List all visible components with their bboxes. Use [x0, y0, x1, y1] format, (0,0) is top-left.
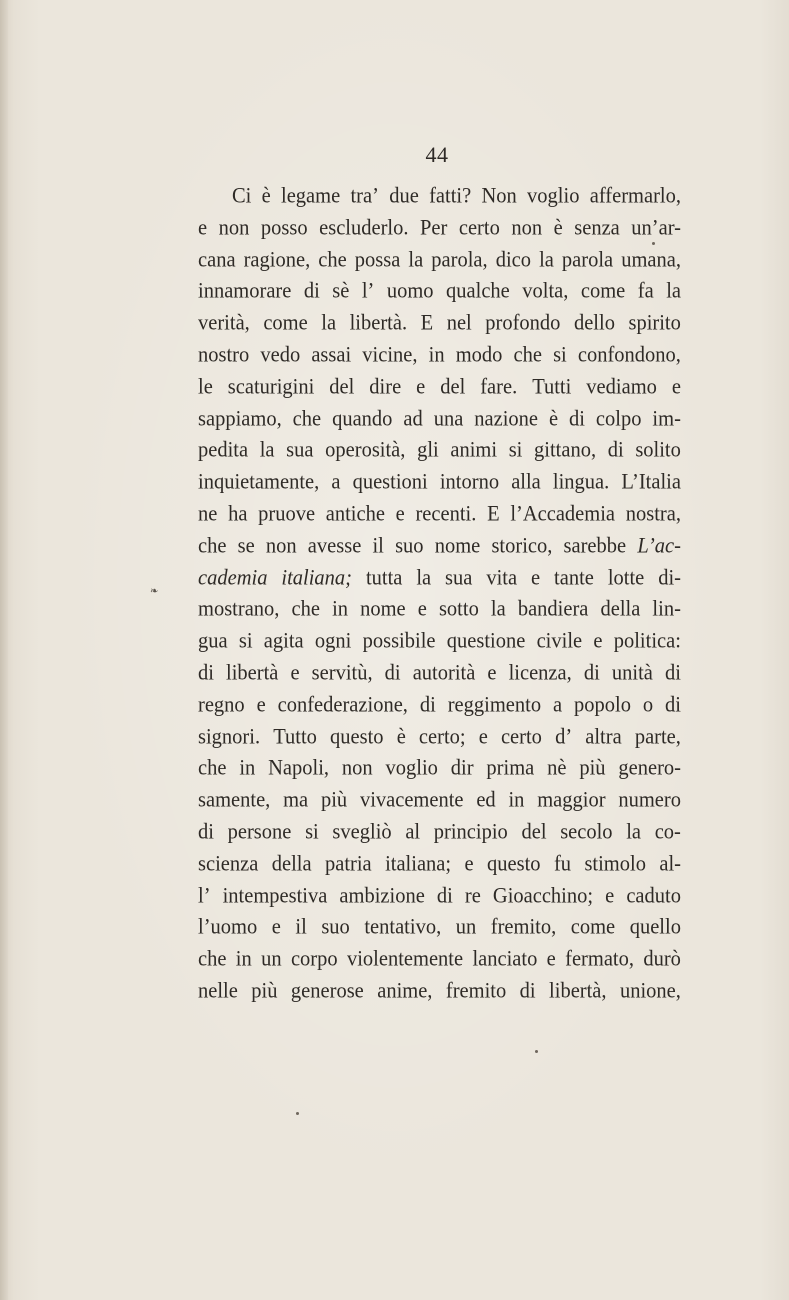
word: fermato, — [565, 947, 634, 971]
word: confederazione, — [277, 692, 408, 717]
word: storico, — [491, 533, 553, 558]
text-line — [198, 243, 681, 277]
word: gli — [417, 438, 439, 463]
word: a — [552, 692, 563, 717]
word: inquietamente, — [198, 470, 320, 494]
text-line — [198, 975, 681, 1009]
text-line — [198, 593, 681, 627]
word: si — [553, 343, 567, 367]
word: e — [671, 374, 681, 399]
word: l’Accademia — [510, 502, 616, 526]
word: bandiera — [517, 597, 589, 622]
word: che — [318, 247, 347, 272]
word: sua — [286, 438, 314, 463]
text-line — [198, 212, 681, 246]
word: qualche — [446, 279, 510, 304]
word: scienza — [198, 851, 259, 876]
word: volta, — [522, 279, 569, 304]
word: Ci — [232, 184, 252, 208]
word: avesse — [307, 533, 362, 558]
word: sappiamo, — [198, 406, 282, 431]
word: nome — [434, 533, 481, 558]
word: suo — [395, 533, 424, 558]
text-line — [198, 752, 681, 786]
word: E — [420, 311, 434, 335]
word: del — [329, 374, 355, 399]
word: im- — [652, 406, 681, 431]
text-line — [198, 720, 681, 754]
word: possa — [354, 247, 401, 272]
word: altra — [585, 724, 622, 749]
word: la — [626, 819, 642, 844]
word: ambizione — [339, 883, 425, 908]
word: posso — [260, 215, 308, 240]
page-binding-edge — [0, 0, 8, 1300]
word: generose — [290, 978, 364, 1003]
word: al- — [659, 851, 681, 876]
word: operosità, — [325, 438, 406, 463]
word: samente, — [198, 788, 271, 812]
word: dico — [495, 247, 531, 272]
word: come — [580, 279, 626, 304]
word: corpo — [290, 947, 338, 971]
word: legame — [281, 184, 341, 208]
word: e — [290, 661, 300, 685]
word: è — [396, 724, 406, 749]
word: del — [440, 374, 466, 399]
word: fremito, — [490, 915, 557, 940]
text-line — [198, 688, 681, 722]
word: svegliò — [332, 819, 392, 844]
text-line — [198, 784, 681, 818]
word: in — [428, 343, 445, 367]
text-line — [198, 402, 681, 436]
word: intorno — [439, 470, 500, 494]
word: o — [642, 692, 654, 717]
word: fremito — [445, 978, 507, 1003]
word: agita — [263, 629, 304, 653]
word: colpo — [595, 406, 642, 431]
word: un — [455, 915, 477, 940]
word: voglio — [385, 756, 438, 781]
word: e — [416, 374, 426, 399]
word: verità, — [198, 311, 250, 335]
word: non — [341, 756, 373, 781]
word: in — [332, 597, 349, 622]
word: nostro — [198, 343, 250, 367]
word: questioni — [352, 470, 428, 494]
word: uomo — [386, 279, 434, 304]
word: vedo — [260, 343, 301, 367]
word: in — [508, 788, 525, 812]
word: sotto — [438, 597, 479, 622]
word: certo — [458, 215, 500, 240]
word: violentemente — [346, 947, 464, 971]
word: ne — [198, 502, 218, 526]
text-line — [198, 371, 681, 405]
word: persone — [227, 819, 292, 844]
word: certo; — [418, 724, 466, 749]
word: maggior — [537, 788, 606, 812]
word: la — [416, 565, 432, 590]
word: quello — [629, 915, 681, 940]
word: pruove — [258, 502, 316, 526]
word: scaturigini — [227, 374, 315, 399]
word: Tutti — [532, 374, 572, 399]
word: come — [570, 915, 616, 940]
word: la — [539, 247, 554, 272]
word: profondo — [485, 311, 561, 335]
word: signori. — [198, 724, 261, 749]
word: prima — [486, 756, 535, 781]
word: e — [546, 947, 556, 971]
word: E — [487, 502, 500, 526]
word: principio — [433, 819, 508, 844]
word: la — [321, 311, 337, 335]
word: e — [531, 565, 541, 590]
word: dir — [450, 756, 474, 781]
word: L’Italia — [621, 470, 681, 494]
word: due — [389, 184, 419, 208]
word: lin- — [652, 597, 681, 622]
word: antiche — [325, 502, 385, 526]
word: autorità — [412, 661, 476, 685]
text-line — [198, 943, 681, 977]
word: co- — [654, 819, 681, 844]
word: parola — [561, 247, 614, 272]
word: sè — [332, 279, 350, 304]
word: Tutto — [273, 724, 317, 749]
word: numero — [618, 788, 681, 812]
word: di — [569, 406, 585, 431]
ink-speck — [535, 1050, 538, 1053]
word: reggimento — [447, 692, 542, 717]
word: di — [665, 692, 681, 717]
word: di — [198, 661, 214, 685]
word: alla — [511, 470, 541, 494]
word: ma — [283, 788, 309, 812]
word: certo — [500, 724, 542, 749]
word: fa — [637, 279, 654, 304]
word: un’ar- — [631, 215, 681, 240]
word: ogni — [314, 629, 352, 653]
page-number: 44 — [425, 142, 449, 167]
word: la — [490, 597, 506, 622]
word: Gioacchino; — [492, 883, 594, 908]
word: tra’ — [350, 184, 379, 208]
word: fare. — [480, 374, 518, 399]
word: tante — [554, 565, 594, 590]
word: ragione, — [243, 247, 311, 272]
word: è — [548, 406, 559, 431]
text-line — [198, 847, 681, 881]
word: popolo — [574, 692, 631, 717]
word: lanciato — [472, 947, 538, 971]
text-line — [198, 657, 681, 691]
word: e — [605, 883, 615, 908]
word: non — [218, 215, 250, 240]
word: d’ — [555, 724, 573, 749]
word: si — [238, 629, 253, 653]
word: di- — [658, 565, 681, 590]
word: di — [607, 438, 624, 463]
word: di — [519, 978, 536, 1003]
word: quando — [332, 406, 393, 431]
word: caduto — [626, 883, 681, 908]
text-line — [198, 466, 681, 500]
word: non — [511, 215, 543, 240]
word: e — [271, 915, 281, 940]
word: genero- — [618, 756, 681, 781]
word: umana, — [621, 247, 681, 272]
word: le — [198, 374, 213, 399]
text-line — [198, 625, 681, 659]
word: come — [263, 311, 308, 335]
word: nome — [360, 597, 406, 622]
word: fatti? — [429, 184, 472, 208]
word: di — [198, 819, 214, 844]
word: sua — [445, 565, 473, 590]
word: dire — [369, 374, 402, 399]
word: di — [303, 279, 320, 304]
word: dello — [573, 311, 615, 335]
word: Napoli, — [268, 756, 330, 781]
word: che — [292, 406, 322, 431]
word: suo — [321, 915, 350, 940]
word: spirito — [628, 311, 681, 335]
word: fu — [553, 851, 572, 876]
word: il — [295, 915, 307, 940]
word: in — [235, 947, 252, 971]
word: parte, — [634, 724, 681, 749]
word: vicine, — [362, 343, 418, 367]
word: questo — [487, 851, 541, 876]
word: ha — [228, 502, 248, 526]
text-line — [198, 529, 681, 563]
word: sarebbe — [563, 533, 627, 558]
word: l’ — [361, 279, 375, 304]
word: italiana; — [385, 851, 452, 876]
word: a — [331, 470, 341, 494]
word: e — [198, 215, 208, 240]
word: tutta — [365, 565, 403, 590]
word: tentativo, — [364, 915, 442, 940]
word: di — [384, 661, 401, 685]
word: la — [666, 279, 681, 304]
word: il — [372, 533, 384, 558]
body-text — [198, 181, 681, 1008]
word: civile — [536, 629, 583, 653]
word: assai — [311, 343, 352, 367]
word: gua — [198, 629, 228, 653]
word: se — [237, 533, 255, 558]
word: re — [464, 883, 481, 908]
word: più — [251, 978, 278, 1003]
word: escluderlo. — [319, 215, 409, 240]
word: e — [593, 629, 603, 653]
word: cademia — [198, 565, 268, 590]
word: l’uomo — [198, 915, 258, 940]
word: L’ac- — [637, 533, 681, 558]
word: ad — [403, 406, 423, 431]
word: in — [239, 756, 256, 781]
word: che — [513, 343, 542, 367]
word: un — [261, 947, 282, 971]
margin-ink-mark: ❧ — [150, 586, 159, 597]
word: lotte — [607, 565, 645, 590]
ink-speck — [296, 1112, 299, 1115]
word: si — [508, 438, 523, 463]
word: vivacemente — [359, 788, 464, 812]
word: servitù, — [311, 661, 373, 685]
word: che — [198, 756, 227, 781]
word: del — [521, 819, 547, 844]
word: più — [579, 756, 606, 781]
word: anime, — [377, 978, 433, 1003]
word: della — [271, 851, 312, 876]
word: cana — [198, 247, 236, 272]
word: stimolo — [584, 851, 646, 876]
word: recenti. — [415, 502, 477, 526]
word: più — [320, 788, 348, 812]
text-line — [198, 339, 681, 373]
word: è — [553, 215, 563, 240]
word: e — [256, 692, 266, 717]
word: al — [405, 819, 421, 844]
word: patria — [324, 851, 372, 876]
word: regno — [198, 692, 245, 717]
word: che — [198, 533, 227, 558]
word: questione — [446, 629, 526, 653]
word: licenza, — [508, 661, 572, 685]
word: Non — [481, 184, 517, 208]
word: l’ — [198, 883, 211, 908]
word: secolo — [560, 819, 613, 844]
word: non — [265, 533, 297, 558]
text-line — [198, 561, 681, 595]
word: è — [261, 184, 271, 208]
word: possibile — [362, 629, 436, 653]
word: vita — [486, 565, 518, 590]
word: una — [433, 406, 464, 431]
text-line — [198, 816, 681, 850]
word: unità — [611, 661, 653, 685]
word: confondono, — [577, 343, 681, 367]
text-line — [198, 879, 681, 913]
word: innamorare — [198, 279, 292, 304]
text-line — [198, 911, 681, 945]
word: nazione — [474, 406, 538, 431]
word: animi — [450, 438, 498, 463]
word: vediamo — [586, 374, 657, 399]
text-line — [198, 307, 681, 341]
word: libertà, — [549, 978, 607, 1003]
text-line — [198, 180, 681, 214]
text-line — [198, 498, 681, 532]
word: la — [408, 247, 424, 272]
word: che — [291, 597, 320, 622]
word: nel — [446, 311, 472, 335]
word: unione, — [619, 978, 681, 1003]
word: di — [436, 883, 453, 908]
word: intempestiva — [222, 883, 328, 908]
word: mostrano, — [198, 597, 280, 622]
word: lingua. — [552, 470, 610, 494]
word: della — [600, 597, 641, 622]
word: Per — [420, 215, 448, 240]
word: nelle — [198, 978, 238, 1003]
word: e — [487, 661, 497, 685]
word: politica: — [613, 629, 681, 653]
text-line — [198, 275, 681, 309]
ink-speck — [652, 242, 655, 245]
word: gittano, — [534, 438, 597, 463]
word: ed — [476, 788, 496, 812]
word: la — [259, 438, 275, 463]
word: affermarlo, — [589, 184, 681, 208]
text-line — [198, 434, 681, 468]
word: e — [395, 502, 405, 526]
word: e — [478, 724, 488, 749]
word: libertà — [226, 661, 279, 685]
word: parola, — [431, 247, 488, 272]
word: pedita — [198, 438, 249, 463]
word: di — [419, 692, 436, 717]
word: senza — [574, 215, 620, 240]
word: di — [664, 661, 681, 685]
word: solito — [635, 438, 681, 463]
word: e — [464, 851, 474, 876]
word: italiana; — [281, 565, 352, 590]
word: nostra, — [625, 502, 681, 526]
word: nè — [547, 756, 567, 781]
word: di — [583, 661, 600, 685]
word: voglio — [527, 184, 580, 208]
word: durò — [643, 947, 681, 971]
word: questo — [330, 724, 384, 749]
word: si — [305, 819, 319, 844]
word: che — [198, 947, 227, 971]
word: e — [417, 597, 427, 622]
word: libertà. — [349, 311, 408, 335]
word: modo — [455, 343, 503, 367]
